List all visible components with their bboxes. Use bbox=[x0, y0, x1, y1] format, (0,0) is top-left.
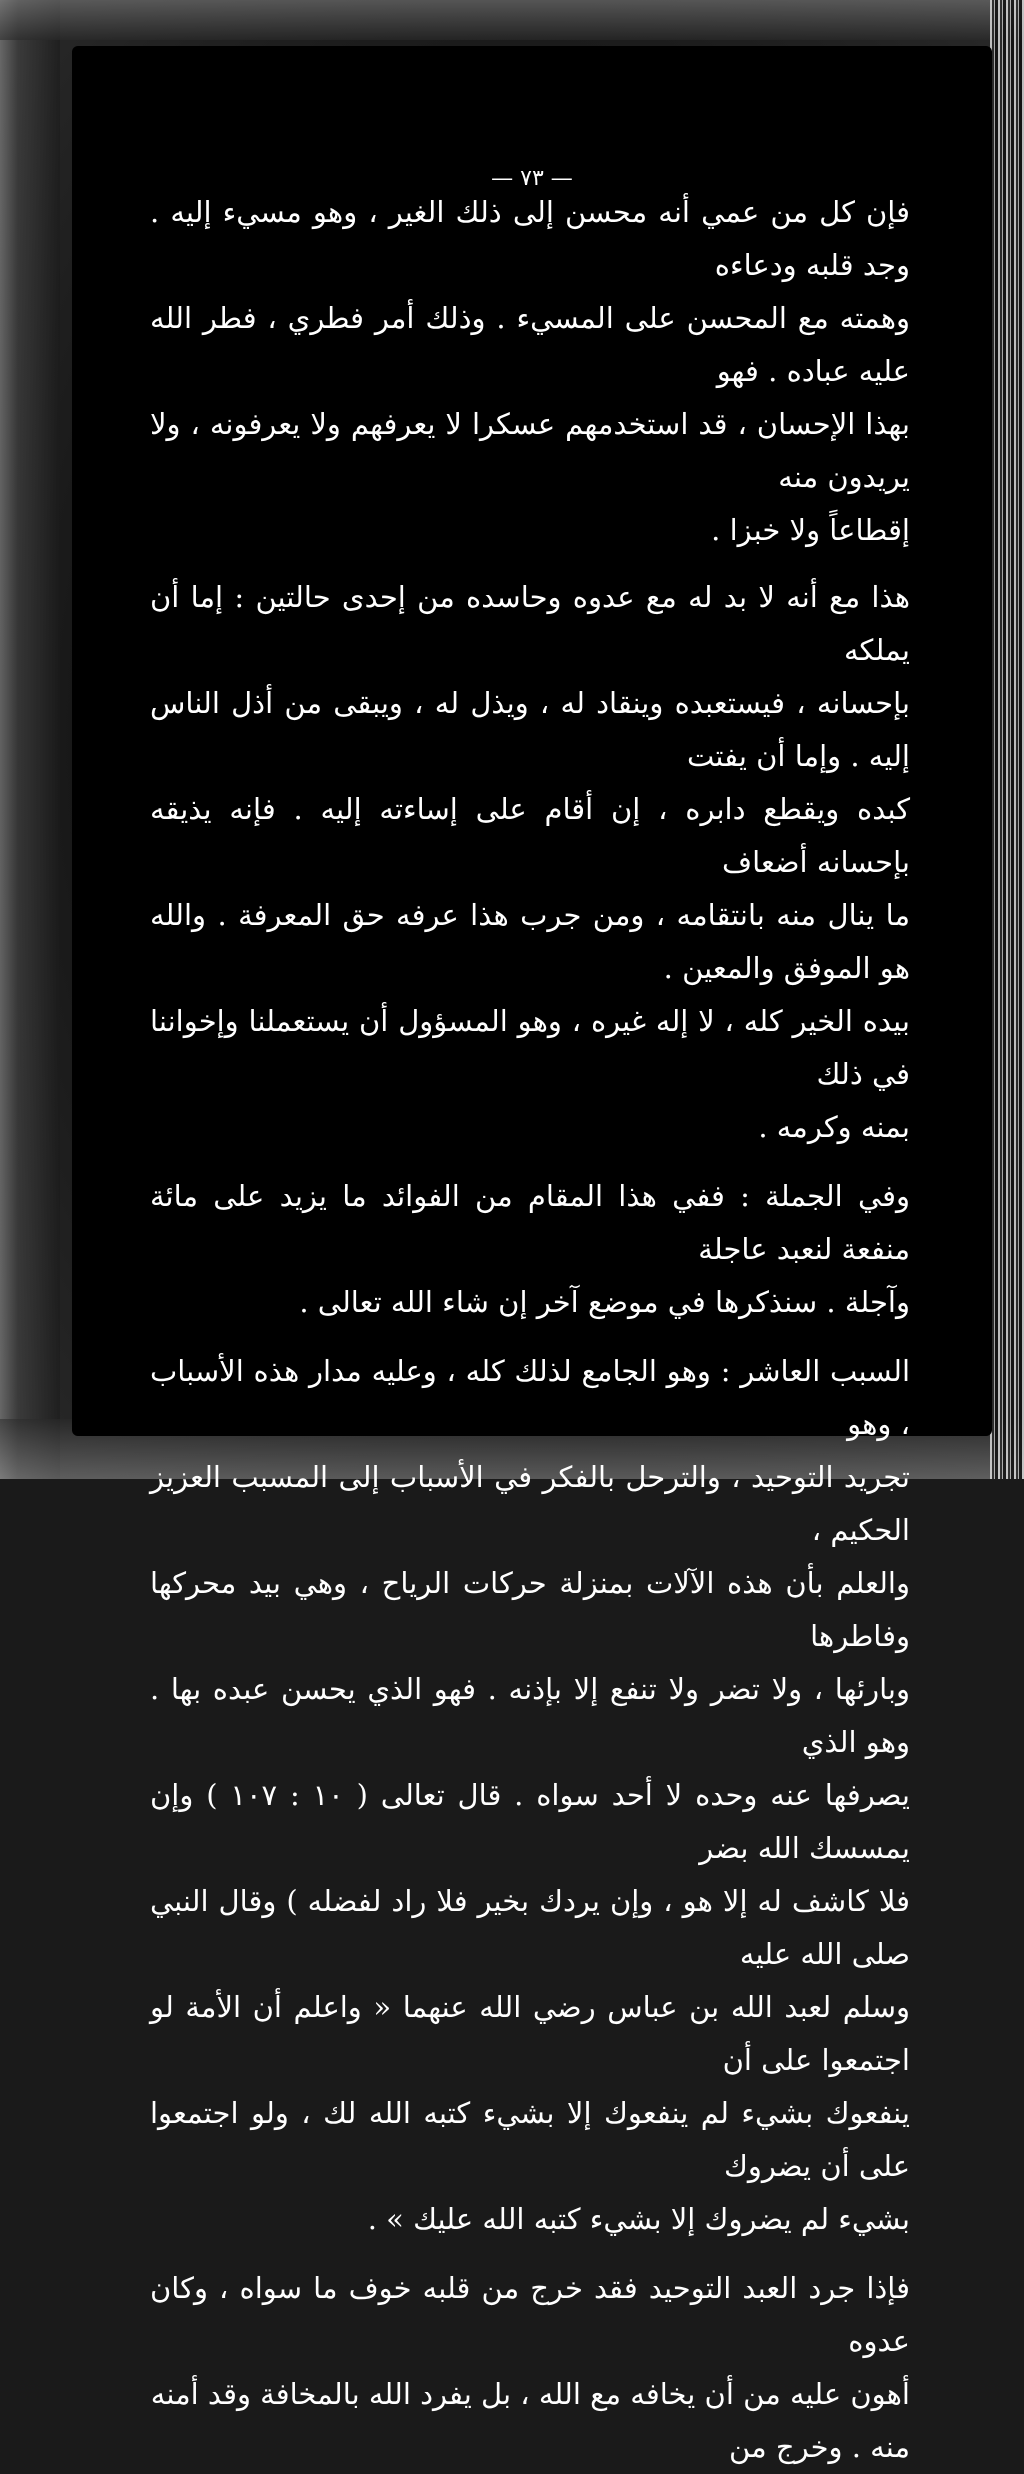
text-line: تجريد التوحيد ، والترحل بالفكر في الأسباب إلى المسبب العزيز الحكيم ، bbox=[150, 1460, 910, 1547]
text-line: وفي الجملة : ففي هذا المقام من الفوائد ما يزيد على مائة منفعة لنعبد عاجلة bbox=[150, 1179, 910, 1266]
text-line: بشيء لم يضروك إلا بشيء كتبه الله عليك » . bbox=[367, 2202, 910, 2236]
text-line: وسلم لعبد الله بن عباس رضي الله عنهما « واعلم أن الأمة لو اجتمعوا على أن bbox=[150, 1990, 910, 2077]
paragraph bbox=[150, 2262, 910, 2474]
paragraph bbox=[150, 186, 910, 557]
paragraph bbox=[150, 571, 910, 1154]
text-line: بمنه وكرمه . bbox=[758, 1110, 910, 1144]
paragraph bbox=[150, 1345, 910, 2246]
text-line: يصرفها عنه وحده لا أحد سواه . قال تعالى ( ١٠ : ١٠٧ ) وإن يمسسك الله بضر bbox=[150, 1778, 911, 1865]
text-line: كبده ويقطع دابره ، إن أقام على إساءته إليه . فإنه يذيقه بإحسانه أضعاف bbox=[150, 792, 910, 879]
text-line: السبب العاشر : وهو الجامع لذلك كله ، وعليه مدار هذه الأسباب ، وهو bbox=[150, 1354, 910, 1441]
text-line: فإن كل من عمي أنه محسن إلى ذلك الغير ، وهو مسيء إليه . وجد قلبه ودعاءه bbox=[150, 195, 910, 282]
paragraph bbox=[150, 1170, 910, 1329]
scan-left-edge bbox=[0, 0, 60, 1479]
text-line: والعلم بأن هذه الآلات بمنزلة حركات الرياح ، وهي بيد محركها وفاطرها bbox=[150, 1566, 910, 1653]
body-text bbox=[150, 186, 910, 2474]
scan-top-edge bbox=[0, 0, 1024, 40]
text-line: وهمته مع المحسن على المسيء . وذلك أمر فطري ، فطر الله عليه عباده . فهو bbox=[150, 301, 910, 388]
text-line: إقطاعاً ولا خبزا . bbox=[711, 513, 910, 547]
text-line: فإذا جرد العبد التوحيد فقد خرج من قلبه خوف ما سواه ، وكان عدوه bbox=[150, 2271, 910, 2358]
text-line: بإحسانه ، فيستعبده وينقاد له ، ويذل له ، ويبقى من أذل الناس إليه . وإما أن يفتت bbox=[150, 686, 910, 773]
text-line: هذا مع أنه لا بد له مع عدوه وحاسده من إحدى حالتين : إما أن يملكه bbox=[150, 580, 910, 667]
book-spine-edge bbox=[990, 0, 1024, 1479]
text-line: ينفعوك بشيء لم ينفعوك إلا بشيء كتبه الله لك ، ولو اجتمعوا على أن يضروك bbox=[150, 2096, 910, 2183]
text-line: أهون عليه من أن يخافه مع الله ، بل يفرد الله بالمخافة وقد أمنه منه . وخرج من bbox=[150, 2377, 910, 2464]
text-line: بيده الخير كله ، لا إله غيره ، وهو المسؤول أن يستعملنا وإخواننا في ذلك bbox=[150, 1004, 910, 1091]
text-line: ما ينال منه بانتقامه ، ومن جرب هذا عرفه حق المعرفة . والله هو الموفق والمعين . bbox=[150, 898, 910, 985]
text-line: وبارئها ، ولا تضر ولا تنفع إلا بإذنه . فهو الذي يحسن عبده بها . وهو الذي bbox=[150, 1672, 910, 1759]
page-number: — ٧٣ — bbox=[491, 166, 573, 191]
text-line: بهذا الإحسان ، قد استخدمهم عسكرا لا يعرفهم ولا يعرفونه ، ولا يريدون منه bbox=[150, 407, 910, 494]
text-line: وآجلة . سنذكرها في موضع آخر إن شاء الله تعالى . bbox=[299, 1285, 910, 1319]
text-line: فلا كاشف له إلا هو ، وإن يردك بخير فلا راد لفضله ) وقال النبي صلى الله عليه bbox=[150, 1884, 910, 1971]
